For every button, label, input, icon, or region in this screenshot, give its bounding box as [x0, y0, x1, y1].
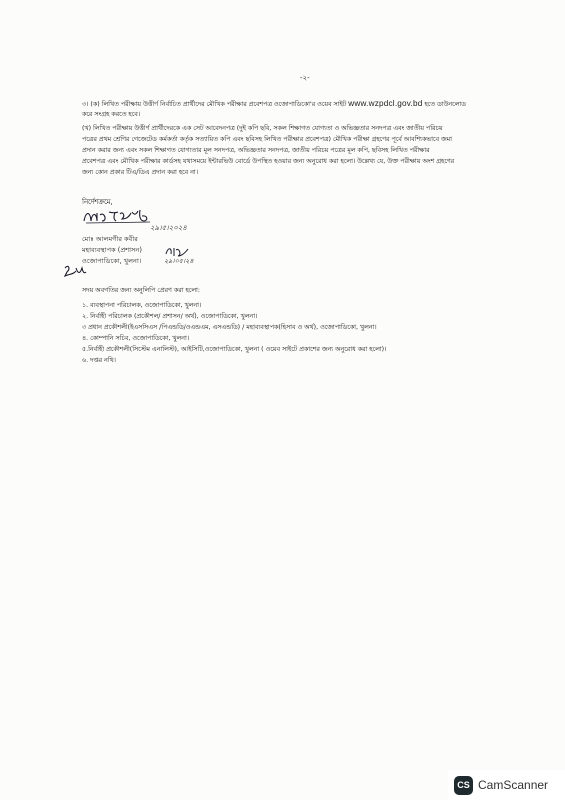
signatory-designation: মহাব্যবস্থাপক (প্রশাসন) — [82, 246, 142, 254]
signatory-org: ওজোপাডিকো, খুলনা। — [82, 257, 142, 265]
signature-date: ২৯।৫।২০২৪ — [150, 224, 187, 232]
initial-date: ২৯।০৫।২৪ — [164, 257, 194, 265]
para-3b-line3: প্রদান করার জন্য এবং সকল শিক্ষাগত যোগ্যতার মূল সনদপত্র, অভিজ্ঞতার সনদপত্র, জাতীয় পরিচয় পত্রের মূল কপি, ছবিসহ লিখিত পরীক্ষার — [82, 147, 430, 154]
camscanner-label: CamScanner — [478, 778, 549, 792]
para-3a-tail: হতে ডাউনলোড — [422, 101, 466, 108]
cc-item: ৫.নির্বাহী প্রকৌশলী(সিস্টেম এনালিস্ট), আইসিটি,ওজোপাডিকো, খুলনা ( ওয়েব সাইটে প্রকাশের জন্য অনুরোধ করা হলো)। — [82, 346, 387, 353]
para-3b-line4: প্রবেশপত্র এবং মৌখিক পরীক্ষার কার্ডসহ যথাসময়ে ইন্টারভিউ বোর্ডে উপস্থিত হওয়ার জন্য অনুরোধ করা হলো। উল্লেখ্য যে, উক্ত পরীক্ষায় অংশ গ্রহণের — [82, 158, 455, 165]
margin-initial-image — [62, 262, 88, 280]
camscanner-logo-icon: CS — [454, 776, 473, 795]
camscanner-watermark — [448, 770, 565, 800]
page-number: -২- — [300, 74, 310, 82]
signatory-name: মোঃ আলমগীর কবীর — [82, 235, 138, 243]
cc-item: ৩ প্রধান প্রকৌশলী(ইএসসিএস /পিএন্ডডি/ওএন্ডএম, এসএন্ডডি) / মহাব্যবস্থাপক(হিসাব ও অর্থ), ওজোপাডিকো, খুলনা। — [82, 324, 377, 331]
para-3b-line5: জন্য কোন প্রকার টিএ/ডিএ প্রদান করা হবে না। — [82, 169, 199, 176]
cc-item: ৬. দপ্তর নথি। — [82, 357, 116, 364]
cc-item: ২. নির্বাহী পরিচালক (প্রকৌশল/ প্রশাসন/ অর্থ), ওজোপাডিকো, খুলনা। — [82, 313, 258, 320]
cc-heading: সদয় অবগতির জন্য অনুলিপি প্রেরণ করা হলো: — [82, 287, 200, 294]
signature-image — [82, 207, 152, 227]
para-3a-text: ৩। (ক) লিখিত পরীক্ষায় উত্তীর্ণ নির্বাচিত প্রার্থীদের মৌখিক পরীক্ষার প্রবেশপত্র ওজোপাডিকো'র ওয়েব সাইট — [82, 101, 349, 108]
para-3b-line2: পত্রের প্রথম শ্রেণির গেজেটেড কর্মকর্তা কর্তৃক সত্যায়িত কপি এবং ছবিসহ লিখিত পরীক্ষার প্রবেশপত্র) মৌখিক পরীক্ষা গ্রহণের পূর্বে আবশ্যিকভাবে জমা — [82, 136, 452, 143]
cc-item: ১. ব্যবস্থাপনা পরিচালক, ওজোপাডিকো, খুলনা। — [82, 302, 202, 309]
instruction-text: নির্দেশক্রমে, — [82, 198, 113, 206]
para-3b-line1: (খ) লিখিত পরীক্ষায় উত্তীর্ণ প্রার্থীদেরকে এক সেট আবেদনপত্র (দুই কপি ছবি, সকল শিক্ষাগত যোগ্যতা ও অভিজ্ঞতার সনদপত্র এবং জাতীয় পরিচয় — [82, 125, 443, 132]
para-3a-line2: করে সংগ্রহ করতে হবে। — [82, 111, 141, 118]
para-3a-line1 — [82, 100, 466, 110]
website-url: www.wzpdcl.gov.bd — [348, 99, 423, 108]
cc-item: ৪. কোম্পানি সচিব, ওজোপাডিকো, খুলনা। — [82, 335, 190, 342]
